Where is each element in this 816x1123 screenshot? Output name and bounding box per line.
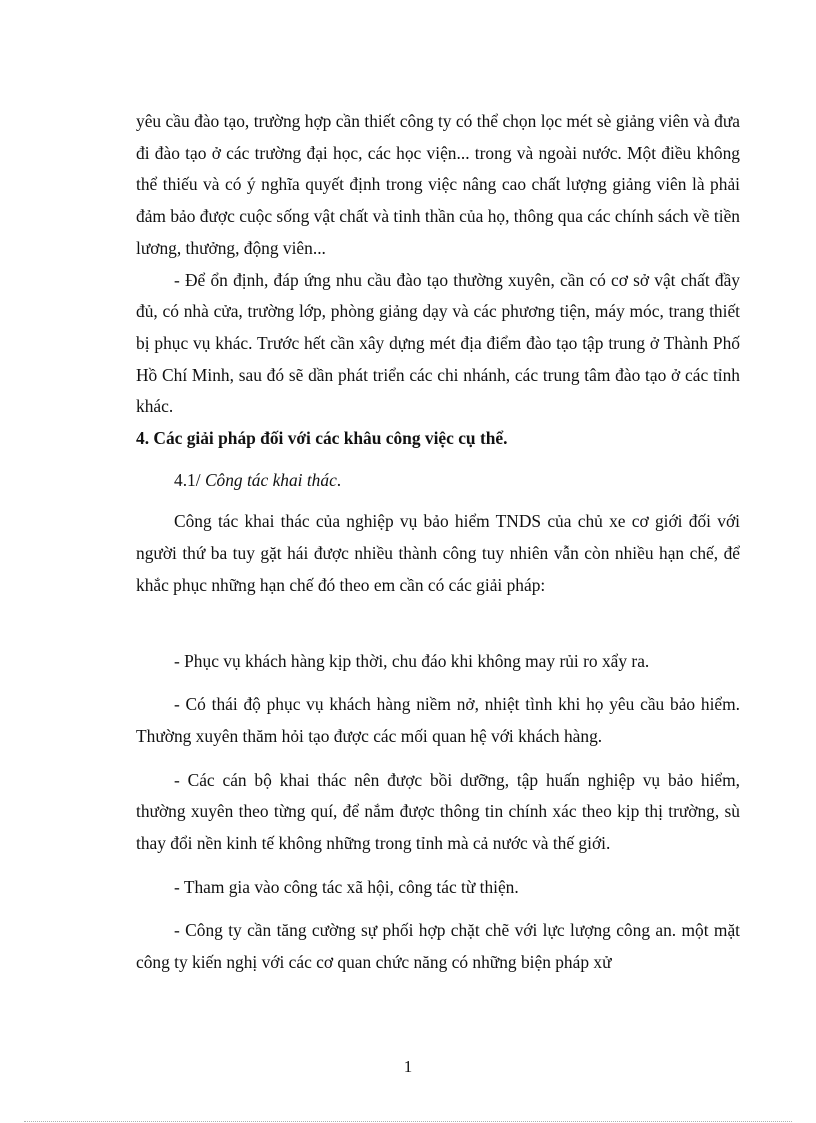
subsection-period: . [336,469,342,490]
spacer [136,903,740,915]
subsection-number: 4.1/ [174,469,201,490]
list-item-timely-service: - Phục vụ khách hàng kịp thời, chu đáo khi không may rủi ro xẩy ra. [174,650,650,671]
list-item-training: - Các cán bộ khai thác nên được bồi dưỡng, tập huấn nghiệp vụ bảo hiểm, thường xuyên theo từng quí, để nắm được thông tin chính xác theo kịp thị trường, sù thay đổi nền kinh tế không những trong tỉnh mà cả nước và thế giới. [136,769,740,854]
paragraph-facilities: - Để ổn định, đáp ứng nhu cầu đào tạo thường xuyên, cần có cơ sở vật chất đầy đủ, có nhà cửa, trường lớp, phòng giảng dạy và các phương tiện, máy móc, trang thiết bị phục vụ khác. Trước hết cần xây dựng mét địa điểm đào tạo tập trung ở Thành Phố Hồ Chí Minh, sau đó sẽ dần phát triển các chi nhánh, các trung tâm đào tạo ở các tỉnh khác. [136,269,740,417]
list-item-police-cooperation: - Công ty cần tăng cường sự phối hợp chặt chẽ với lực lượng công an. một mặt công ty kiến nghị với các cơ quan chức năng có những biện pháp xử [136,920,740,973]
spacer [136,496,740,506]
spacer [136,677,740,689]
subsection-heading-4-1 [136,465,740,497]
spacer [136,753,740,765]
spacer [136,860,740,872]
paragraph-exploitation: Công tác khai thác của nghiệp vụ bảo hiểm TNDS của chủ xe cơ giới đối với người thứ ba tuy gặt hái được nhiều thành công tuy nhiên vẫn còn nhiều hạn chế, để khắc phục những hạn chế đó theo em cần có các giải pháp: [136,511,740,595]
paragraph-continued: yêu cầu đào tạo, trường hợp cần thiết công ty có thể chọn lọc mét sè giảng viên và đưa đi đào tạo ở các trường đại học, các học viện... trong và ngoài nước. Một điều không thể thiếu và có ý nghĩa quyết định trong việc nâng cao chất lượng giảng viên là phải đảm bảo được cuộc sống vật chất và tinh thần của họ, thông qua các chính sách về tiền lương, thưởng, động viên... [136,111,740,258]
spacer [136,602,740,646]
list-item-social-work: - Tham gia vào công tác xã hội, công tác từ thiện. [174,876,519,897]
subsection-title: Công tác khai thác [204,469,337,490]
page-bottom-divider [24,1121,792,1122]
spacer [136,455,740,465]
list-item-attitude: - Có thái độ phục vụ khách hàng niềm nở, nhiệt tình khi họ yêu cầu bảo hiểm. Thường xuyên thăm hỏi tạo được các mối quan hệ với khách hàng. [136,694,740,746]
section-heading-4: 4. Các giải pháp đối với các khâu công việc cụ thể. [136,428,508,449]
document-body [136,106,740,979]
page-number: 1 [403,1057,413,1076]
